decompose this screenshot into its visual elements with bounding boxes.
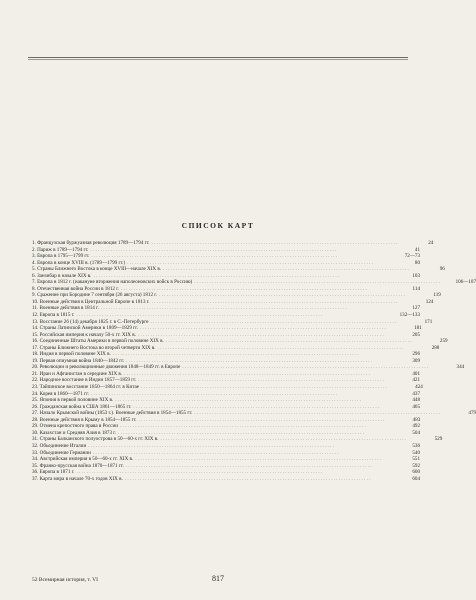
map-title: 32. Объединение Италии — [32, 442, 87, 449]
map-title: 4. Европа в конце XVIII в. (1789—1799 гг.) — [32, 259, 126, 266]
map-page: 401 — [412, 370, 420, 377]
map-page: 600 — [412, 469, 420, 476]
map-title: 3. Европа в 1795—1799 гг. — [32, 253, 90, 260]
map-page: 296 — [412, 351, 420, 358]
map-title: 29. Отмена крепостного права в России — [32, 423, 118, 430]
map-page: 72—73 — [404, 253, 420, 260]
map-page: 124 — [425, 298, 434, 305]
map-page: 483 — [412, 416, 421, 423]
map-page: 592 — [412, 462, 420, 469]
map-title: 12. Европа в 1815 г. — [32, 312, 75, 319]
map-title: 13. Восстание 26 (14) декабря 1825 г. в С.-Петербурге — [32, 318, 149, 325]
map-title: 22. Народное восстание в Индии 1857—1859 гг. — [32, 377, 137, 384]
map-page: 424 — [415, 384, 423, 391]
map-title: 14. Страны Латинской Америки в 1809—1829 гг. — [32, 325, 138, 332]
map-title: 31. Страны Балканского полуострова в 50—60-х гг. XIX в. — [32, 436, 159, 443]
map-title: 27. Начало Крымской войны (1853 г.). Военные действия в 1854—1855 гг. — [32, 410, 193, 417]
map-page: 551 — [412, 456, 420, 463]
map-page: 504 — [412, 429, 420, 436]
map-title: 34. Австрийская империя в 50—60-х гг. XIX в. — [32, 456, 134, 463]
map-page: 288 — [431, 344, 440, 351]
map-title: 23. Тайпинское восстание 1850—1864 гг. в Китае — [32, 384, 140, 391]
map-title: 7. Европа в 1812 г. (накануне вторжения наполеоновских войск в Россию) — [32, 279, 193, 286]
map-title: 1. Французская буржуазная революция 1789—1794 гг. — [32, 240, 150, 246]
map-title: 2. Париж в 1789—1794 гг. — [32, 246, 89, 253]
map-title: 36. Европа в 1871 г. — [32, 469, 75, 476]
map-title: 18. Индия в первой половине XIX в. — [32, 351, 111, 358]
list-item — [32, 476, 420, 483]
map-page: 103 — [412, 272, 420, 279]
map-page: 536 — [412, 442, 420, 449]
top-rule — [28, 57, 408, 58]
map-page: 437 — [412, 390, 420, 397]
map-title: 6. Занзибар в начале XIX в. — [32, 272, 92, 279]
page-title: СПИСОК КАРТ — [181, 221, 255, 230]
map-page: 24 — [428, 240, 434, 246]
map-page: 309 — [412, 357, 420, 364]
map-page: 421 — [412, 377, 420, 384]
map-title: 25. Япония в первой половине XIX в. — [32, 397, 114, 404]
map-title: 28. Военные действия в Крыму в 1854—1855 гг. — [32, 416, 137, 423]
map-title: 24. Корея в 1860—1871 гг. — [32, 390, 90, 397]
map-page: 529 — [434, 436, 443, 443]
map-page: 106—107 — [455, 279, 476, 286]
map-list — [32, 240, 476, 482]
top-rule-thin — [28, 59, 408, 60]
map-page: 344 — [456, 364, 465, 371]
map-page: 119 — [433, 292, 441, 299]
map-title: 21. Иран и Афганистан в середине XIX в. — [32, 370, 123, 377]
map-title: 10. Военные действия в Центральной Европе в 1813 г. — [32, 298, 150, 305]
map-page: 448 — [412, 397, 420, 404]
map-page: 132—133 — [399, 312, 420, 319]
map-page: 479 — [468, 410, 476, 417]
map-page: 259 — [439, 338, 448, 345]
map-title: 11. Военные действия в 1814 г. — [32, 305, 99, 312]
map-title: 9. Сражение при Бородине 7 сентября (26 августа) 1812 г. — [32, 292, 158, 299]
map-title: 26. Гражданская война в США 1861—1865 гг. — [32, 403, 132, 410]
map-page: 96 — [439, 266, 445, 273]
map-page: 181 — [414, 325, 422, 332]
footer-signature: 52 Всемирная история, т. VI — [32, 577, 98, 583]
map-title: 5. Страны Ближнего Востока в конце XVIII—начале XIX в. — [32, 266, 162, 273]
page-number: 817 — [212, 574, 224, 583]
map-title: 8. Отечественная война России в 1812 г. — [32, 285, 119, 292]
map-page: 465 — [412, 403, 420, 410]
map-title: 16. Соединенные Штаты Америки в первой половине XIX в. — [32, 338, 164, 345]
map-page: 540 — [412, 449, 420, 456]
map-page: 171 — [424, 318, 433, 325]
map-page: 492 — [412, 423, 420, 430]
map-title: 20. Революции и революционные движения 1848—1849 гг. в Европе — [32, 364, 181, 371]
map-title: 15. Российская империя к началу 50-х гг. XIX в. — [32, 331, 136, 338]
map-title: 17. Страны Ближнего Востока во второй четверти XIX в. — [32, 344, 156, 351]
map-title: 19. Первая опиумная война 1840—1842 гг. — [32, 357, 125, 364]
map-title: 30. Казахстан и Средняя Азия в 1873 г. — [32, 429, 117, 436]
map-page: 205 — [412, 331, 420, 338]
dot-leader — [125, 476, 384, 483]
map-page: 127 — [412, 305, 420, 312]
map-title: 37. Карта мира в начале 70-х годов XIX в. — [32, 475, 123, 482]
map-page: 41 — [414, 246, 420, 253]
map-title: 33. Объединение Германии — [32, 449, 91, 456]
map-page: 114 — [412, 285, 420, 292]
map-page: 80 — [414, 259, 420, 266]
map-page: 604 — [412, 475, 420, 482]
map-title: 35. Франко-прусская война 1870—1871 гг. — [32, 462, 124, 469]
